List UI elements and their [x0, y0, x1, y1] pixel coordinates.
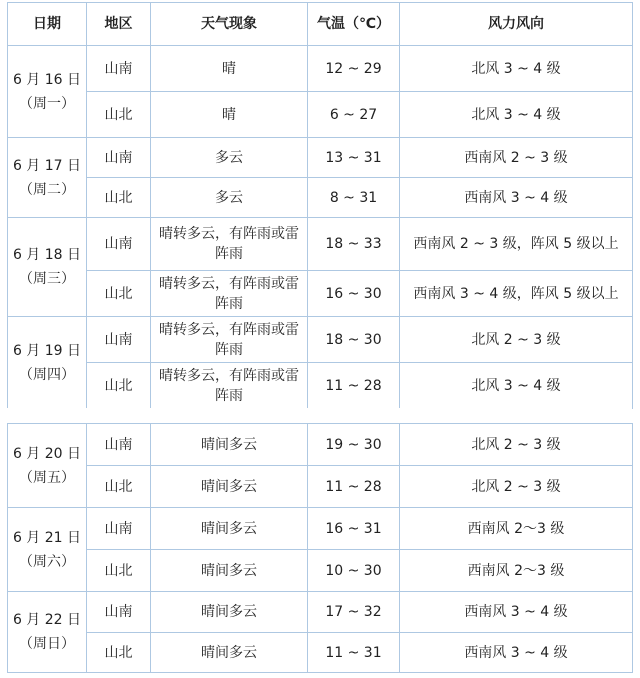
temperature-cell: 12 ~ 29 — [308, 46, 400, 92]
region-cell: 山南 — [87, 46, 151, 92]
region-cell: 山北 — [87, 550, 151, 592]
forecast-table-part-1 — [7, 2, 633, 409]
weekday-label: （周三） — [19, 271, 75, 287]
table-row — [8, 550, 633, 592]
temperature-cell: 10 ~ 30 — [308, 550, 400, 592]
date-cell — [8, 592, 87, 673]
region-cell: 山北 — [87, 271, 151, 317]
weather-cell: 晴转多云，有阵雨或雷阵雨 — [151, 317, 308, 363]
wind-cell: 西南风 2～3 级 — [400, 550, 633, 592]
date-cell — [8, 46, 87, 138]
temperature-cell: 16 ~ 30 — [308, 271, 400, 317]
wind-cell: 西南风 3 ~ 4 级 — [400, 178, 633, 218]
region-cell: 山南 — [87, 424, 151, 466]
date-label: 6 月 18 日 — [12, 247, 82, 263]
wind-cell: 北风 3 ~ 4 级 — [400, 363, 633, 409]
wind-cell: 西南风 2～3 级 — [400, 508, 633, 550]
weekday-label: （周五） — [19, 469, 75, 486]
date-cell — [8, 218, 87, 317]
region-cell: 山南 — [87, 592, 151, 633]
weather-cell: 晴间多云 — [151, 550, 308, 592]
wind-cell: 西南风 3 ~ 4 级，阵风 5 级以上 — [400, 271, 633, 317]
weather-cell: 晴间多云 — [151, 466, 308, 508]
weather-cell: 晴转多云，有阵雨或雷阵雨 — [151, 363, 308, 409]
date-cell — [8, 508, 87, 592]
temperature-cell: 6 ~ 27 — [308, 92, 400, 138]
date-label: 6 月 19 日 — [12, 342, 82, 359]
date-label: 6 月 22 日 — [12, 612, 82, 628]
temperature-cell: 13 ~ 31 — [308, 138, 400, 178]
temperature-cell: 11 ~ 28 — [308, 466, 400, 508]
temperature-cell: 8 ~ 31 — [308, 178, 400, 218]
temperature-cell: 11 ~ 28 — [308, 363, 400, 409]
region-cell: 山南 — [87, 508, 151, 550]
table-page-gap — [7, 408, 632, 423]
weekday-label: （周二） — [19, 181, 75, 198]
wind-cell: 北风 2 ~ 3 级 — [400, 317, 633, 363]
table-row — [8, 92, 633, 138]
region-cell: 山北 — [87, 363, 151, 409]
region-cell: 山南 — [87, 138, 151, 178]
weather-cell: 晴间多云 — [151, 633, 308, 673]
wind-cell: 北风 3 ~ 4 级 — [400, 92, 633, 138]
date-label: 6 月 17 日 — [12, 157, 82, 174]
forecast-table-part-2 — [7, 423, 633, 673]
temperature-cell: 19 ~ 30 — [308, 424, 400, 466]
header-temperature: 气温（℃） — [308, 3, 400, 46]
table-row — [8, 138, 633, 178]
date-cell — [8, 138, 87, 218]
weather-cell: 晴 — [151, 92, 308, 138]
weekday-label: （周一） — [19, 95, 75, 112]
date-label: 6 月 20 日 — [12, 445, 82, 462]
table-row — [8, 363, 633, 409]
header-date: 日期 — [8, 3, 87, 46]
wind-cell: 西南风 3 ~ 4 级 — [400, 633, 633, 673]
weather-cell: 晴间多云 — [151, 508, 308, 550]
table-row — [8, 424, 633, 466]
date-label: 6 月 21 日 — [12, 529, 82, 546]
date-label: 6 月 16 日 — [12, 71, 82, 88]
table-row — [8, 466, 633, 508]
wind-cell: 北风 2 ~ 3 级 — [400, 424, 633, 466]
table-row — [8, 592, 633, 633]
table-row — [8, 633, 633, 673]
date-cell — [8, 424, 87, 508]
wind-cell: 西南风 2 ~ 3 级 — [400, 138, 633, 178]
weekday-label: （周六） — [19, 553, 75, 570]
weather-cell: 晴转多云，有阵雨或雷阵雨 — [151, 218, 308, 271]
temperature-cell: 11 ~ 31 — [308, 633, 400, 673]
weekday-label: （周日） — [19, 636, 75, 652]
region-cell: 山北 — [87, 466, 151, 508]
table-row — [8, 218, 633, 271]
table-row — [8, 46, 633, 92]
table-row — [8, 508, 633, 550]
region-cell: 山北 — [87, 633, 151, 673]
weather-cell: 多云 — [151, 138, 308, 178]
temperature-cell: 18 ~ 33 — [308, 218, 400, 271]
temperature-cell: 16 ~ 31 — [308, 508, 400, 550]
table-row — [8, 271, 633, 317]
weather-cell: 多云 — [151, 178, 308, 218]
region-cell: 山南 — [87, 317, 151, 363]
weather-cell: 晴间多云 — [151, 592, 308, 633]
wind-cell: 西南风 2 ~ 3 级，阵风 5 级以上 — [400, 218, 633, 271]
weather-cell: 晴转多云，有阵雨或雷阵雨 — [151, 271, 308, 317]
wind-cell: 北风 3 ~ 4 级 — [400, 46, 633, 92]
table-row — [8, 178, 633, 218]
header-weather: 天气现象 — [151, 3, 308, 46]
wind-cell: 西南风 3 ~ 4 级 — [400, 592, 633, 633]
header-region: 地区 — [87, 3, 151, 46]
region-cell: 山北 — [87, 178, 151, 218]
header-wind: 风力风向 — [400, 3, 633, 46]
table-row — [8, 317, 633, 363]
region-cell: 山南 — [87, 218, 151, 271]
date-cell — [8, 317, 87, 409]
weather-cell: 晴间多云 — [151, 424, 308, 466]
weekday-label: （周四） — [19, 366, 75, 383]
header-row — [8, 3, 633, 46]
wind-cell: 北风 2 ~ 3 级 — [400, 466, 633, 508]
weather-cell: 晴 — [151, 46, 308, 92]
temperature-cell: 18 ~ 30 — [308, 317, 400, 363]
temperature-cell: 17 ~ 32 — [308, 592, 400, 633]
region-cell: 山北 — [87, 92, 151, 138]
